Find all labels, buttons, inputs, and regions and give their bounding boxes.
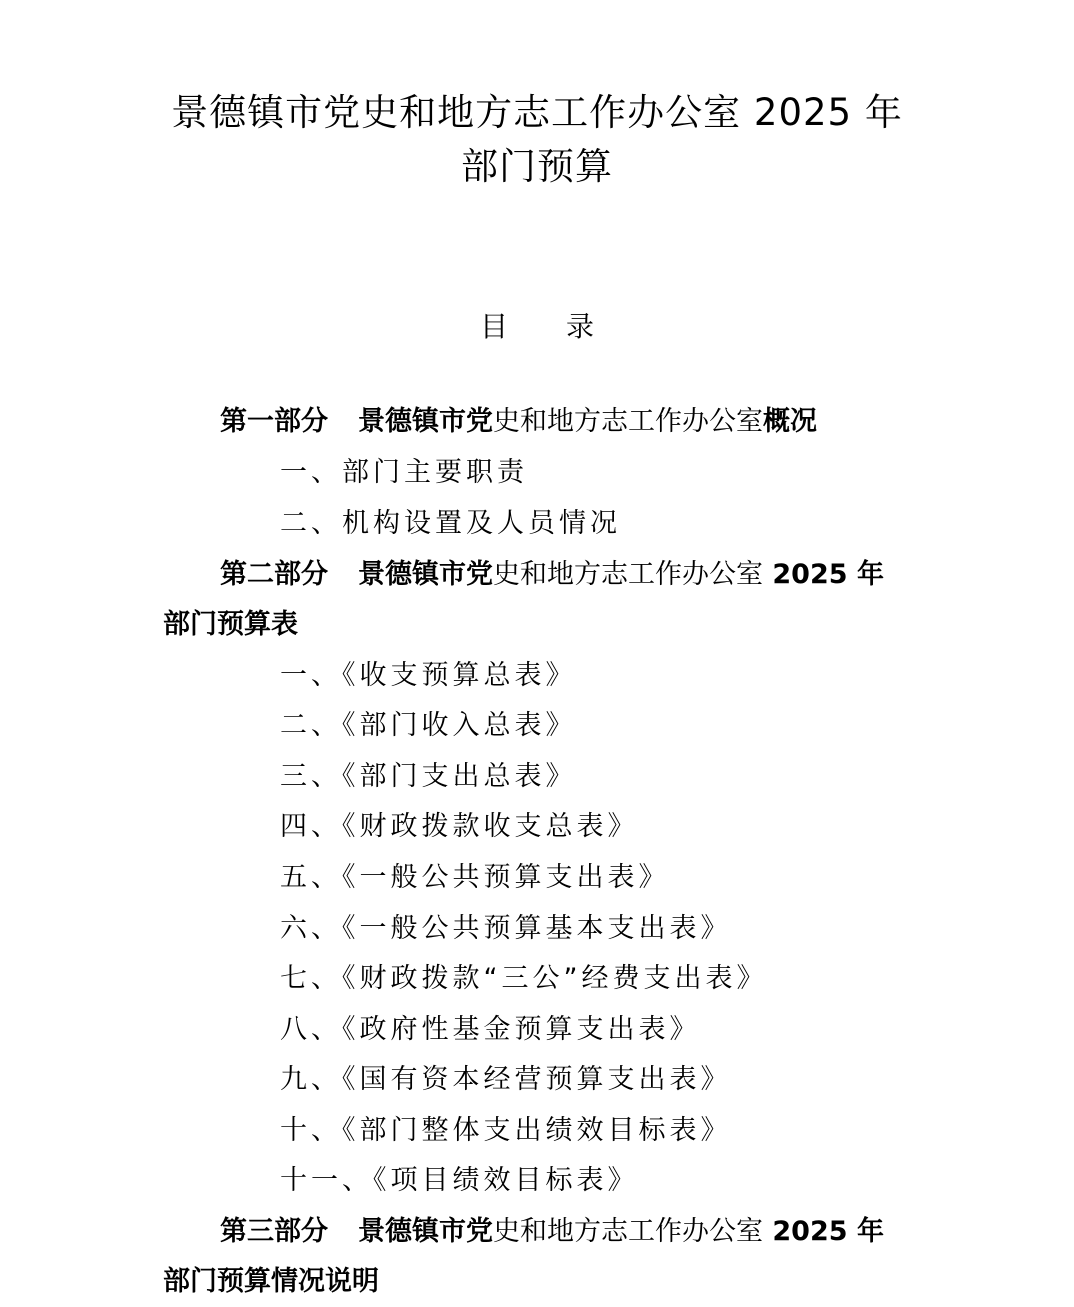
toc-item: 一、《收支预算总表》	[280, 660, 577, 691]
toc-heading-left: 目	[479, 310, 508, 343]
toc-heading-right: 录	[566, 310, 595, 343]
toc-item: 八、《政府性基金预算支出表》	[280, 1014, 701, 1045]
toc-item: 三、《部门支出总表》	[280, 761, 577, 792]
toc-item: 一、部门主要职责	[280, 457, 528, 488]
toc-part-2-line-2: 部门预算表	[163, 609, 298, 640]
document-title-line-2: 部门预算	[461, 145, 613, 188]
toc-part-3-name-a: 景德镇市党	[358, 1216, 493, 1247]
toc-part-1-name-b: 史和地方志工作办公室	[493, 406, 763, 437]
toc-part-1-name-c: 概况	[763, 406, 817, 437]
toc-part-2-label: 第二部分	[220, 559, 328, 590]
toc-item: 五、《一般公共预算支出表》	[280, 862, 670, 893]
toc-heading	[0, 305, 1074, 345]
document-title-line-1: 景德镇市党史和地方志工作办公室 2025 年	[171, 91, 903, 134]
toc-item: 九、《国有资本经营预算支出表》	[280, 1064, 732, 1095]
toc-item: 四、《财政拨款收支总表》	[280, 811, 639, 842]
toc-item: 六、《一般公共预算基本支出表》	[280, 913, 732, 944]
toc-item: 十、《部门整体支出绩效目标表》	[280, 1115, 732, 1146]
toc-item: 二、《部门收入总表》	[280, 710, 577, 741]
toc-part-2-name-a: 景德镇市党	[358, 559, 493, 590]
toc-part-3-name-c: 2025 年	[763, 1216, 884, 1247]
toc-part-3-line-2: 部门预算情况说明	[163, 1266, 379, 1297]
toc-item: 十一、《项目绩效目标表》	[280, 1165, 639, 1196]
toc-part-3-label: 第三部分	[220, 1216, 328, 1247]
toc-part-2	[220, 557, 884, 593]
toc-item: 七、《财政拨款“三公”经费支出表》	[280, 963, 768, 994]
toc-part-3	[220, 1214, 884, 1250]
toc-part-2-name-b: 史和地方志工作办公室	[493, 559, 763, 590]
toc-part-1-label: 第一部分	[220, 406, 328, 437]
toc-part-1	[220, 404, 817, 440]
toc-part-2-name-c: 2025 年	[763, 559, 884, 590]
toc-part-1-name-a: 景德镇市党	[358, 406, 493, 437]
toc-item: 二、机构设置及人员情况	[280, 508, 621, 539]
toc-part-3-name-b: 史和地方志工作办公室	[493, 1216, 763, 1247]
